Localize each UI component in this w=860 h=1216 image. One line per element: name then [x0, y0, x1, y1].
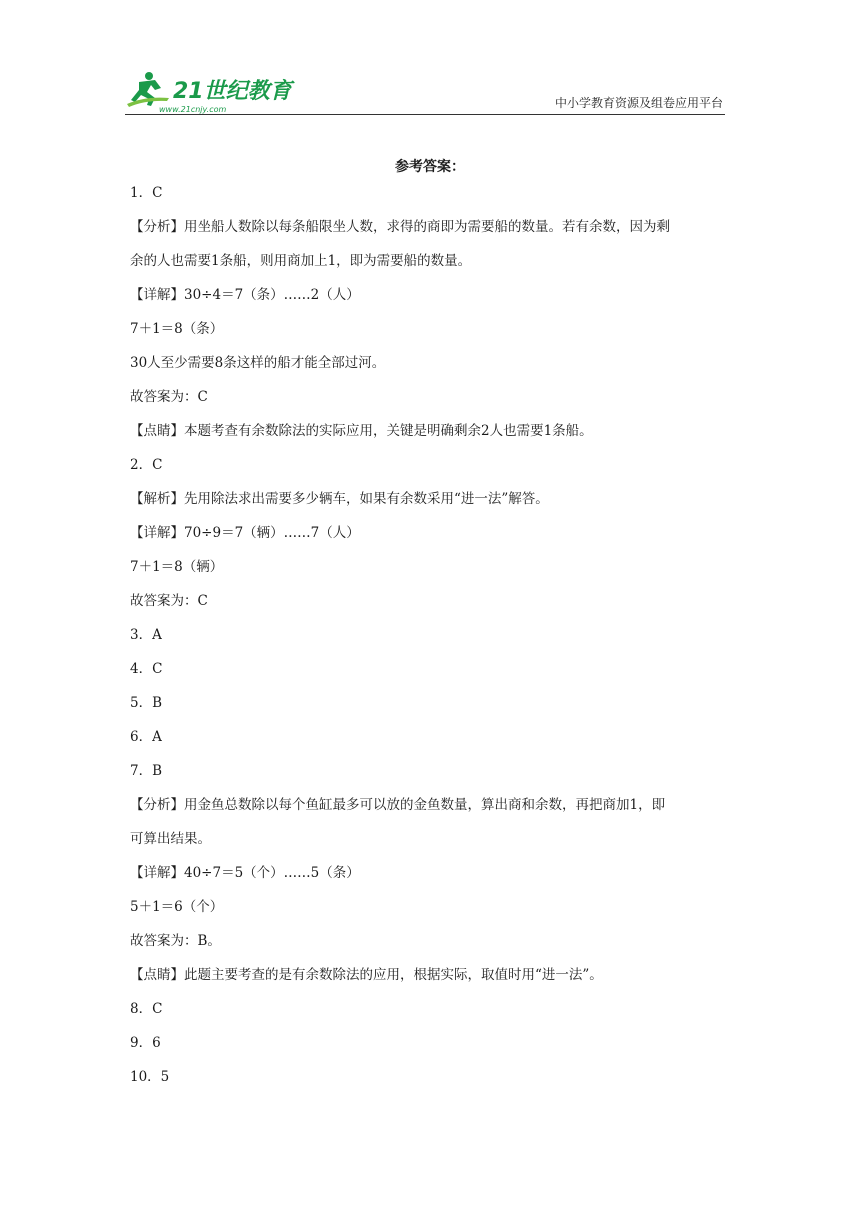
answer-line: 4．C: [130, 661, 163, 677]
answer-line: 7＋1＝8（条）: [130, 321, 224, 337]
logo-text: 21世纪教育: [173, 79, 292, 104]
paragraph-line: 可算出结果。: [130, 831, 211, 847]
answer-line: 30人至少需要8条这样的船才能全部过河。: [130, 355, 386, 371]
analysis-paragraph: [130, 794, 732, 862]
answer-line: 【解析】先用除法求出需要多少辆车，如果有余数采用“进一法”解答。: [130, 491, 549, 507]
answer-line: 5．B: [130, 695, 163, 711]
answer-line: 3．A: [130, 627, 162, 643]
answer-line: 故答案为：B。: [130, 933, 221, 949]
logo-url: www.21cnjy.com: [159, 105, 227, 114]
answer-line: 【点睛】此题主要考查的是有余数除法的应用，根据实际，取值时用“进一法”。: [130, 967, 603, 983]
answer-line: 故答案为：C: [130, 389, 208, 405]
answer-line: 故答案为：C: [130, 593, 208, 609]
answer-line: 7．B: [130, 763, 163, 779]
runner-icon: [127, 72, 169, 107]
answer-line: 【点睛】本题考查有余数除法的实际应用，关键是明确剩余2人也需要1条船。: [130, 423, 593, 439]
page-title: 参考答案：: [395, 159, 465, 175]
answer-line: 2．C: [130, 457, 163, 473]
answer-line: 8．C: [130, 1001, 163, 1017]
page-header: [125, 64, 725, 116]
answer-line: 6．A: [130, 729, 162, 745]
answer-line: 【详解】30÷4＝7（条）……2（人）: [130, 287, 360, 303]
answer-line: 【详解】40÷7＝5（个）……5（条）: [130, 865, 360, 881]
answer-line: 9．6: [130, 1035, 161, 1051]
paragraph-line: 【分析】用坐船人数除以每条船限坐人数，求得的商即为需要船的数量。若有余数，因为剩: [130, 219, 670, 235]
answer-line: 1．C: [130, 185, 163, 201]
answer-line: 7＋1＝8（辆）: [130, 559, 224, 575]
header-divider: [125, 114, 725, 115]
answer-line: 5＋1＝6（个）: [130, 899, 224, 915]
answer-list: [130, 182, 732, 1100]
answer-line: 10．5: [130, 1069, 170, 1085]
paragraph-line: 【分析】用金鱼总数除以每个鱼缸最多可以放的金鱼数量，算出商和余数，再把商加1，即: [130, 797, 666, 813]
site-logo: [125, 68, 295, 114]
header-tagline: 中小学教育资源及组卷应用平台: [554, 96, 723, 110]
answer-line: 【详解】70÷9＝7（辆）……7（人）: [130, 525, 360, 541]
analysis-paragraph: [130, 216, 732, 284]
paragraph-line: 余的人也需要1条船，则用商加上1，即为需要船的数量。: [130, 253, 472, 269]
